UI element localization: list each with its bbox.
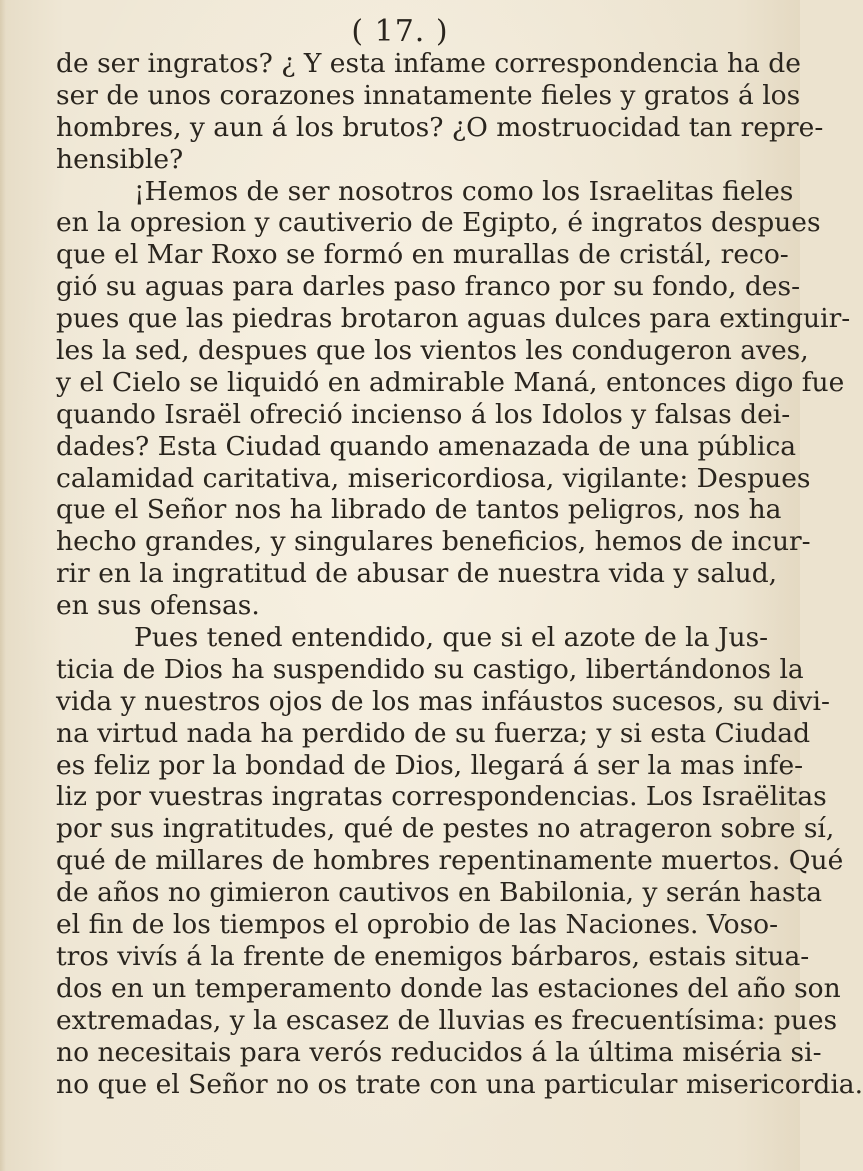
text-line: quando Israël ofreció incienso á los Idolos y falsas dei- — [56, 398, 791, 430]
text-line: calamidad caritativa, misericordiosa, vigilante: Despues — [56, 462, 811, 494]
text-line: gió su aguas para darles paso franco por su fondo, des- — [56, 271, 801, 303]
text-line: hensible? — [56, 143, 184, 175]
text-line: que el Señor nos ha librado de tantos peligros, nos ha — [56, 494, 782, 526]
text-line: en sus ofensas. — [56, 590, 260, 622]
text-line: y el Cielo se liquidó en admirable Maná, entonces digo fue — [56, 366, 845, 398]
text-line: es feliz por la bondad de Dios, llegará á ser la mas infe- — [56, 749, 804, 781]
text-line: Pues tened entendido, que si el azote de la Jus- — [134, 622, 769, 654]
text-line: extremadas, y la escasez de lluvias es frecuentísima: pues — [56, 1004, 838, 1036]
text-line: na virtud nada ha perdido de su fuerza; y si esta Ciudad — [56, 717, 811, 749]
text-line: qué de millares de hombres repentinamente muertos. Qué — [56, 845, 844, 877]
text-line: no necesitais para verós reducidos á la última miséria si- — [56, 1036, 822, 1068]
text-line: rir en la ingratitud de abusar de nuestra vida y salud, — [56, 558, 778, 590]
text-line: hecho grandes, y singulares beneficios, hemos de incur- — [56, 526, 811, 558]
text-line: por sus ingratitudes, qué de pestes no atrageron sobre sí, — [56, 813, 835, 845]
body-text — [56, 48, 863, 1100]
text-line: ¡Hemos de ser nosotros como los Israelitas fieles — [134, 175, 794, 207]
text-line: de ser ingratos? ¿ Y esta infame correspondencia ha de — [56, 48, 801, 79]
text-line: liz por vuestras ingratas correspondencias. Los Israëlitas — [56, 781, 827, 813]
text-line: pues que las piedras brotaron aguas dulces para extinguir- — [56, 303, 851, 335]
text-line: vida y nuestros ojos de los mas infáustos sucesos, su divi- — [56, 685, 830, 717]
text-line: de años no gimieron cautivos en Babilonia, y serán hasta — [56, 877, 823, 909]
text-line: tros vivís á la frente de enemigos bárbaros, estais situa- — [56, 940, 810, 972]
text-line: hombres, y aun á los brutos? ¿O mostruocidad tan repre- — [56, 111, 824, 143]
page-edge-shadow — [0, 0, 6, 1171]
text-line: dos en un temperamento donde las estaciones del año son — [56, 972, 841, 1004]
page-number-header: ( 17. ) — [351, 14, 449, 49]
text-line: dades? Esta Ciudad quando amenazada de una pública — [56, 430, 797, 462]
text-line: no que el Señor no os trate con una particular misericordia. — [56, 1068, 863, 1100]
text-line: ser de unos corazones innatamente fieles y gratos á los — [56, 79, 801, 111]
text-line: ticia de Dios ha suspendido su castigo, libertándonos la — [56, 653, 804, 685]
text-line: que el Mar Roxo se formó en murallas de cristál, reco- — [56, 239, 789, 271]
text-line: el fin de los tiempos el oprobio de las Naciones. Voso- — [56, 909, 779, 941]
text-line: les la sed, despues que los vientos les condugeron aves, — [56, 335, 809, 367]
text-line: en la opresion y cautiverio de Egipto, é ingratos despues — [56, 207, 821, 239]
